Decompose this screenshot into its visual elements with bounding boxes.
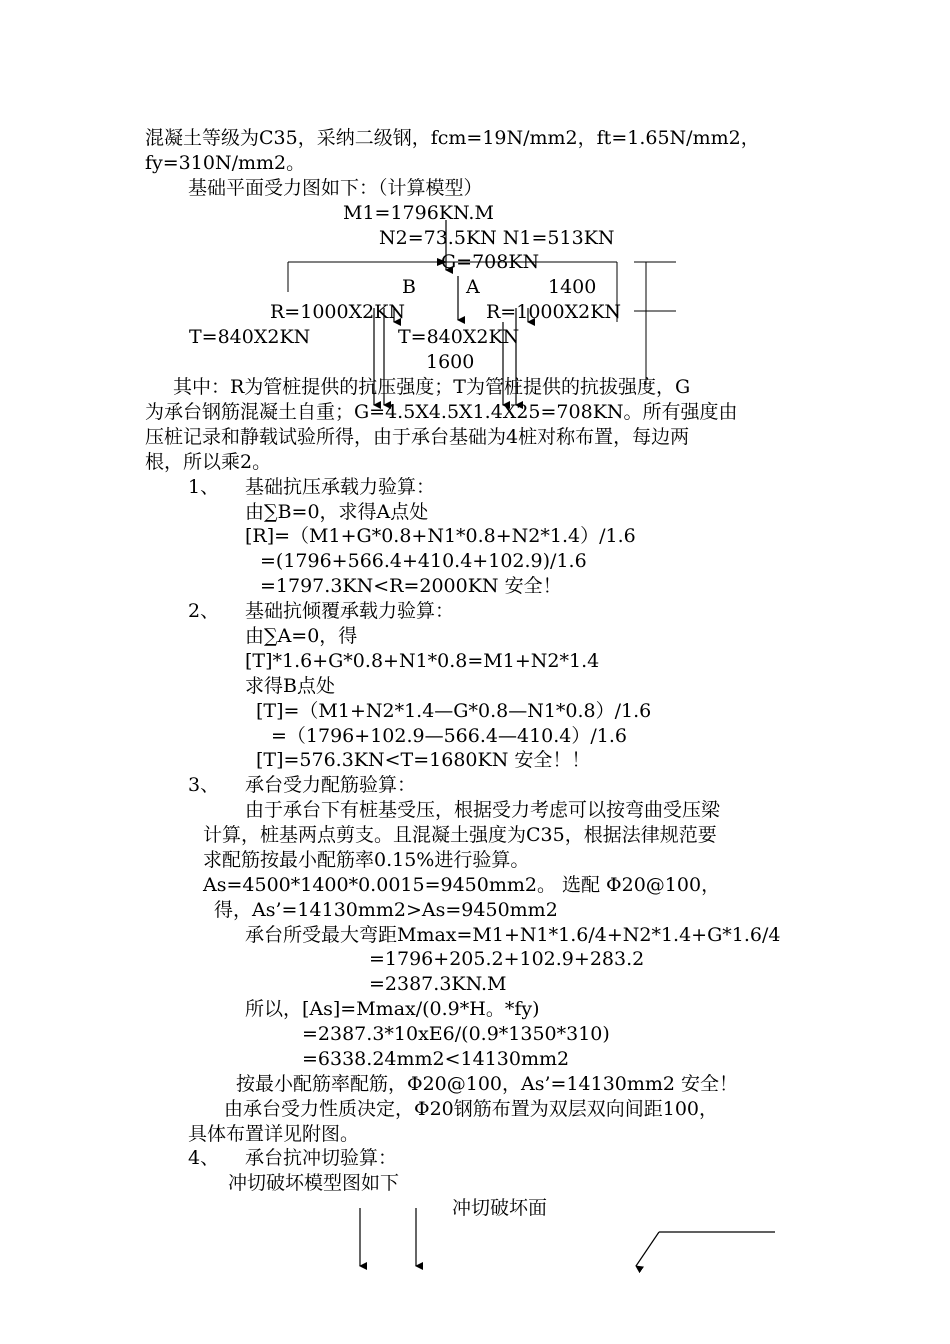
sec2-line-5: =（1796+102.9—566.4—410.4）/1.6 <box>271 725 627 747</box>
label-point-b: B <box>402 276 416 298</box>
sec2-line-4: [T]=（M1+N2*1.4—G*0.8—N1*0.8）/1.6 <box>256 700 652 722</box>
label-dim-1600: 1600 <box>426 351 475 373</box>
label-n2-n1: N2=73.5KN N1=513KN <box>379 227 615 249</box>
sec2-line-1: 由∑A=0，得 <box>245 625 358 647</box>
sec3-moment-3: =2387.3KN.M <box>369 973 507 995</box>
intro-line-2: fy=310N/mm2。 <box>145 152 306 174</box>
sec2-title: 基础抗倾覆承载力验算： <box>245 600 455 622</box>
sec3-conclusion-3: 具体布置详见附图。 <box>188 1123 360 1145</box>
sec3-para-2: 计算，桩基两点剪支。且混凝土强度为C35，根据法律规范要 <box>203 824 717 846</box>
sec1-line-3: =(1796+566.4+410.4+102.9)/1.6 <box>260 550 587 572</box>
sec3-moment-1: 承台所受最大弯距Mmax=M1+N1*1.6/4+N2*1.4+G*1.6/4 <box>245 924 781 946</box>
explain-line-4: 根，所以乘2。 <box>145 451 272 473</box>
punching-diagram <box>360 1208 775 1266</box>
sec4-title: 承台抗冲切验算： <box>245 1147 398 1169</box>
sec2-line-3: 求得B点处 <box>245 675 335 697</box>
sec3-title: 承台受力配筋验算： <box>245 774 417 796</box>
sec3-steel-3: =6338.24mm2<14130mm2 <box>302 1048 570 1070</box>
sec3-para-1: 由于承台下有桩基受压，根据受力考虑可以按弯曲受压梁 <box>245 799 721 821</box>
sec1-line-4: =1797.3KN<R=2000KN 安全！ <box>260 575 562 597</box>
diagram-heading: 基础平面受力图如下：（计算模型） <box>188 177 483 199</box>
intro-line-1: 混凝土等级为C35，采纳二级钢，fcm=19N/mm2，ft=1.65N/mm2， <box>145 127 760 149</box>
explain-line-3: 压桩记录和静载试验所得，由于承台基础为4桩对称布置，每边两 <box>145 426 690 448</box>
sec3-para-3: 求配筋按最小配筋率0.15%进行验算。 <box>203 849 530 871</box>
label-r-left: R=1000X2KN <box>270 301 406 323</box>
label-t-right: T=840X2KN <box>398 326 520 348</box>
label-r-right: R=1000X2KN <box>486 301 622 323</box>
label-t-left: T=840X2KN <box>189 326 311 348</box>
sec3-number: 3、 <box>188 774 220 796</box>
sec1-number: 1、 <box>188 476 220 498</box>
sec4-line-1: 冲切破坏模型图如下 <box>228 1172 400 1194</box>
sec1-title: 基础抗压承载力验算： <box>245 476 436 498</box>
sec2-line-2: [T]*1.6+G*0.8+N1*0.8=M1+N2*1.4 <box>245 650 600 672</box>
sec3-conclusion-2: 由承台受力性质决定，Φ20钢筋布置为双层双向间距100， <box>224 1098 719 1120</box>
explain-line-2: 为承台钢筋混凝土自重；G=4.5X4.5X1.4X25=708KN。所有强度由 <box>145 401 738 423</box>
label-dim-1400: 1400 <box>548 276 597 298</box>
explain-line-1: 其中：R为管桩提供的抗压强度；T为管桩提供的抗拔强度，G <box>173 376 691 398</box>
sec2-line-6: [T]=576.3KN<T=1680KN 安全！！ <box>256 749 591 771</box>
label-point-a: A <box>466 276 480 298</box>
sec3-as-1: As=4500*1400*0.0015=9450mm2。 选配 Φ20@100， <box>203 874 721 896</box>
sec3-steel-2: =2387.3*10xE6/(0.9*1350*310) <box>302 1023 610 1045</box>
sec3-conclusion-1: 按最小配筋率配筋，Φ20@100，As’=14130mm2 安全！ <box>236 1073 739 1095</box>
sec1-line-2: [R]=（M1+G*0.8+N1*0.8+N2*1.4）/1.6 <box>245 525 636 547</box>
punching-surface-label: 冲切破坏面 <box>452 1197 548 1219</box>
sec4-number: 4、 <box>188 1147 220 1169</box>
sec3-as-2: 得，As’=14130mm2>As=9450mm2 <box>214 899 558 921</box>
sec3-steel-1: 所以，[As]=Mmax/(0.9*H。*fy) <box>245 998 540 1020</box>
sec1-line-1: 由∑B=0，求得A点处 <box>245 501 429 523</box>
sec2-number: 2、 <box>188 600 220 622</box>
label-m1: M1=1796KN.M <box>343 202 494 224</box>
sec3-moment-2: =1796+205.2+102.9+283.2 <box>369 948 645 970</box>
label-g: G=708KN <box>441 251 540 273</box>
